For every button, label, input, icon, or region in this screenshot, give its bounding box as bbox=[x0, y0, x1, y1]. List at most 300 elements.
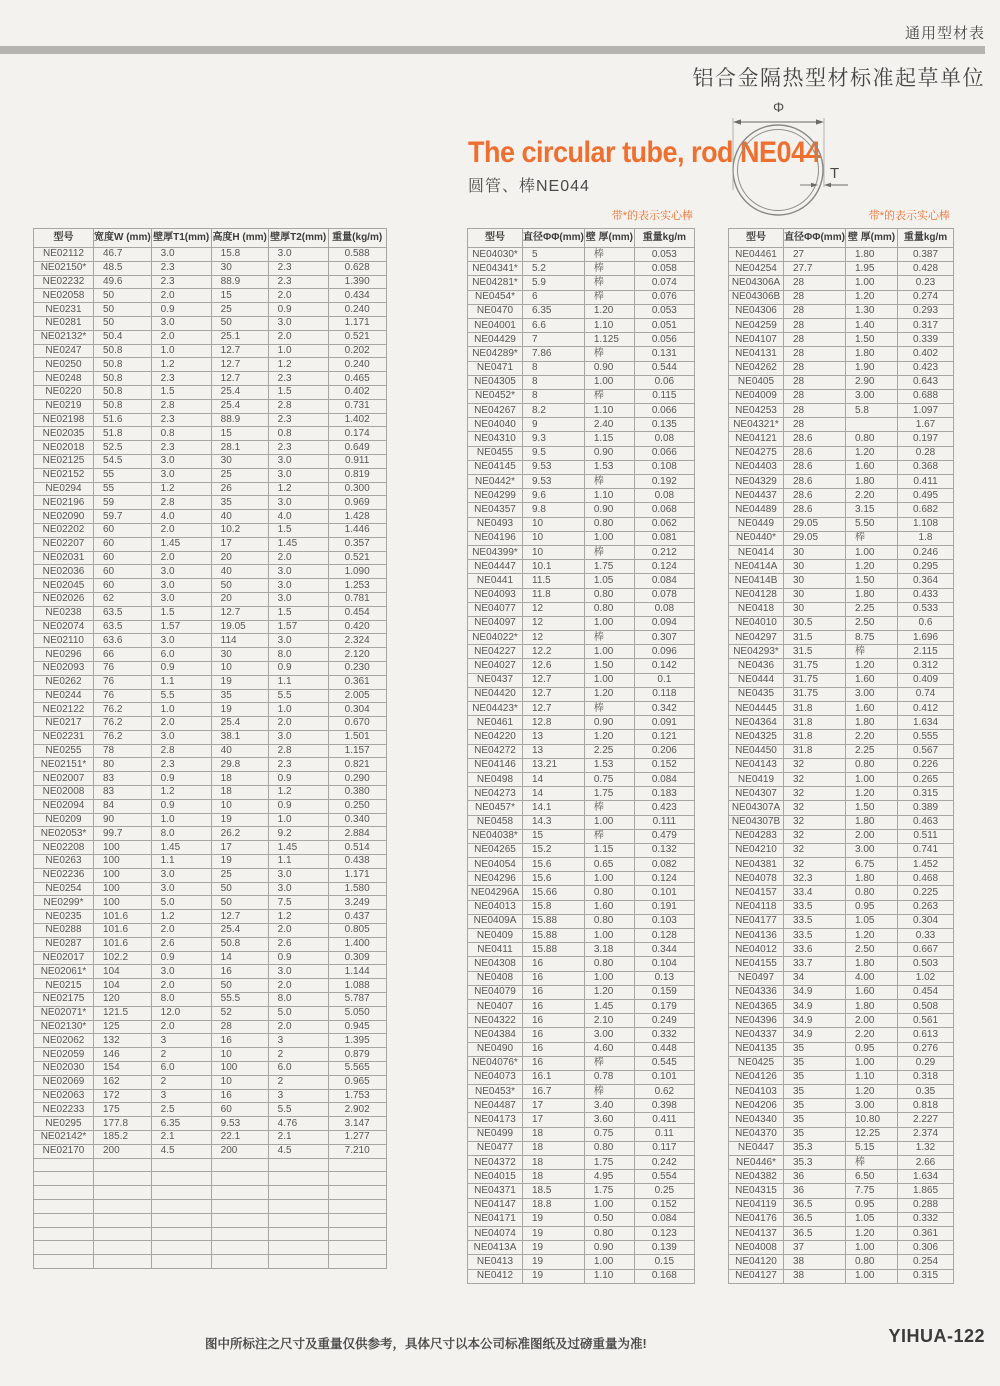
table-row bbox=[729, 361, 954, 375]
cell: 0.561 bbox=[898, 1014, 954, 1028]
cell: 0.433 bbox=[898, 588, 954, 602]
cell: 0.312 bbox=[898, 659, 954, 673]
cell: 0.521 bbox=[328, 330, 386, 344]
empty-cell bbox=[268, 1227, 328, 1241]
cell: 0.74 bbox=[898, 687, 954, 701]
cell: 30 bbox=[784, 560, 846, 574]
empty-cell bbox=[34, 1186, 94, 1200]
cell: 1.0 bbox=[151, 344, 211, 358]
cell: 30 bbox=[784, 574, 846, 588]
cell: 2.115 bbox=[898, 645, 954, 659]
table-row bbox=[729, 333, 954, 347]
cell: NE04040 bbox=[468, 418, 523, 432]
cell: NE04012 bbox=[729, 943, 784, 957]
cell: 0.08 bbox=[634, 489, 694, 503]
cell: 0.276 bbox=[898, 1042, 954, 1056]
cell: 1.634 bbox=[898, 1170, 954, 1184]
cell: 4.0 bbox=[151, 510, 211, 524]
table-row bbox=[468, 1241, 695, 1255]
cell: 6.0 bbox=[151, 648, 211, 662]
cell: NE0231 bbox=[34, 303, 94, 317]
cell: 1.05 bbox=[846, 1212, 898, 1226]
cell: 1.634 bbox=[898, 716, 954, 730]
cell: 18 bbox=[523, 1156, 585, 1170]
cell: 1.00 bbox=[584, 815, 634, 829]
cell: 4.00 bbox=[846, 971, 898, 985]
cell: 1.428 bbox=[328, 510, 386, 524]
cell: NE0238 bbox=[34, 606, 94, 620]
table-row bbox=[34, 454, 387, 468]
cell: 0.066 bbox=[634, 446, 694, 460]
cell: NE04423* bbox=[468, 702, 523, 716]
cell: 0.242 bbox=[634, 1156, 694, 1170]
cell: 0.274 bbox=[898, 290, 954, 304]
cell: 26.2 bbox=[211, 827, 268, 841]
cell: 50 bbox=[94, 303, 152, 317]
cell: 101.6 bbox=[94, 910, 152, 924]
cell: 0.80 bbox=[846, 886, 898, 900]
cell: NE04196 bbox=[468, 531, 523, 545]
cell: 2.3 bbox=[151, 413, 211, 427]
cell: 1.00 bbox=[846, 1056, 898, 1070]
cell: 15.88 bbox=[523, 929, 585, 943]
cell: 2 bbox=[268, 1075, 328, 1089]
cell: 0.339 bbox=[898, 333, 954, 347]
cell: 3.0 bbox=[268, 965, 328, 979]
empty-cell bbox=[34, 1172, 94, 1186]
cell: 35 bbox=[784, 1070, 846, 1084]
cell: 1.753 bbox=[328, 1089, 386, 1103]
cell: 1.171 bbox=[328, 316, 386, 330]
cell: 棒 bbox=[846, 1156, 898, 1170]
cell: 1.10 bbox=[584, 404, 634, 418]
empty-cell bbox=[34, 1241, 94, 1255]
cell: 1.00 bbox=[846, 772, 898, 786]
table-row bbox=[34, 620, 387, 634]
cell: 2.8 bbox=[268, 399, 328, 413]
cell: 13 bbox=[523, 744, 585, 758]
cell: 31.5 bbox=[784, 645, 846, 659]
table-row bbox=[468, 900, 695, 914]
table-row bbox=[729, 829, 954, 843]
table-row bbox=[34, 551, 387, 565]
cell: NE02132* bbox=[34, 330, 94, 344]
cell: 80 bbox=[94, 758, 152, 772]
cell: NE04381 bbox=[729, 858, 784, 872]
empty-cell bbox=[94, 1158, 152, 1172]
cell: 26 bbox=[211, 482, 268, 496]
cell: 100 bbox=[211, 1062, 268, 1076]
cell: 0.15 bbox=[634, 1255, 694, 1269]
table-row bbox=[468, 1042, 695, 1056]
table-row bbox=[34, 1075, 387, 1089]
table-row bbox=[34, 1103, 387, 1117]
cell: 0.9 bbox=[268, 661, 328, 675]
cell: 0.80 bbox=[846, 432, 898, 446]
cell: 5.0 bbox=[151, 896, 211, 910]
table-row bbox=[729, 758, 954, 772]
cell: 0.240 bbox=[328, 358, 386, 372]
cell: 76 bbox=[94, 675, 152, 689]
table-row bbox=[468, 1127, 695, 1141]
cell: NE0437 bbox=[468, 673, 523, 687]
cell: 2.40 bbox=[584, 418, 634, 432]
cell: 31.75 bbox=[784, 659, 846, 673]
cell: NE04054 bbox=[468, 858, 523, 872]
cell: 5 bbox=[523, 248, 585, 262]
cell: 0.342 bbox=[634, 702, 694, 716]
cell: 2 bbox=[151, 1075, 211, 1089]
table-row bbox=[468, 1269, 695, 1283]
cell: 3.0 bbox=[268, 248, 328, 262]
cell: 2.324 bbox=[328, 634, 386, 648]
cell: 2.884 bbox=[328, 827, 386, 841]
cell: 28.6 bbox=[784, 475, 846, 489]
cell: 0.254 bbox=[898, 1255, 954, 1269]
cell: 19 bbox=[523, 1269, 585, 1283]
column-header: 壁 厚(mm) bbox=[846, 229, 898, 248]
cell: NE04145 bbox=[468, 460, 523, 474]
cell: 1.20 bbox=[846, 560, 898, 574]
cell: 3.249 bbox=[328, 896, 386, 910]
cell: 0.821 bbox=[328, 758, 386, 772]
cell: 0.096 bbox=[634, 645, 694, 659]
cell: 1.5 bbox=[151, 385, 211, 399]
cell: NE04341* bbox=[468, 262, 523, 276]
cell: 15.2 bbox=[523, 843, 585, 857]
cell: 35 bbox=[211, 689, 268, 703]
cell: NE0446* bbox=[729, 1156, 784, 1170]
cell: 28.6 bbox=[784, 432, 846, 446]
cell: 15.8 bbox=[211, 248, 268, 262]
cell: NE02202 bbox=[34, 523, 94, 537]
cell: 50.8 bbox=[94, 399, 152, 413]
cell: 29.05 bbox=[784, 517, 846, 531]
cell: 101.6 bbox=[94, 937, 152, 951]
cell: NE02093 bbox=[34, 661, 94, 675]
cell: 28 bbox=[784, 375, 846, 389]
cell: 6.0 bbox=[268, 1062, 328, 1076]
table-row bbox=[729, 276, 954, 290]
cell: 0.124 bbox=[634, 560, 694, 574]
cell: 1.5 bbox=[151, 606, 211, 620]
cell: 33.5 bbox=[784, 929, 846, 943]
cell: 3.0 bbox=[268, 454, 328, 468]
cell: 1.20 bbox=[846, 787, 898, 801]
table-row bbox=[468, 872, 695, 886]
cell: 200 bbox=[94, 1144, 152, 1158]
header-row bbox=[729, 229, 954, 248]
cell: 28 bbox=[784, 389, 846, 403]
cell: 30 bbox=[211, 454, 268, 468]
table-row bbox=[729, 801, 954, 815]
cell: 0.65 bbox=[584, 858, 634, 872]
table-row bbox=[34, 799, 387, 813]
cell: NE02035 bbox=[34, 427, 94, 441]
table-row bbox=[729, 574, 954, 588]
cell: 76 bbox=[94, 661, 152, 675]
spec-table-rectangular bbox=[33, 228, 387, 1269]
cell: NE04461 bbox=[729, 248, 784, 262]
cell: 32 bbox=[784, 829, 846, 843]
cell: 1.501 bbox=[328, 730, 386, 744]
column-header: 型号 bbox=[468, 229, 523, 248]
cell: 1.10 bbox=[584, 489, 634, 503]
cell: 8.0 bbox=[151, 993, 211, 1007]
cell: 0.521 bbox=[328, 551, 386, 565]
cell: 1.144 bbox=[328, 965, 386, 979]
cell: 7.86 bbox=[523, 347, 585, 361]
cell: 0.9 bbox=[268, 303, 328, 317]
table-row bbox=[729, 1141, 954, 1155]
cell: 0.402 bbox=[898, 347, 954, 361]
cell: 34.9 bbox=[784, 1028, 846, 1042]
empty-row bbox=[34, 1172, 387, 1186]
cell: 1.20 bbox=[846, 659, 898, 673]
table-row bbox=[729, 588, 954, 602]
cell: 0.434 bbox=[328, 289, 386, 303]
cell: NE04262 bbox=[729, 361, 784, 375]
cell: NE0209 bbox=[34, 813, 94, 827]
cell: 0.90 bbox=[584, 446, 634, 460]
table-row bbox=[34, 937, 387, 951]
cell: 14 bbox=[523, 772, 585, 786]
cell: 8.0 bbox=[151, 827, 211, 841]
cell: 1.20 bbox=[584, 730, 634, 744]
cell: NE04305 bbox=[468, 375, 523, 389]
empty-cell bbox=[151, 1172, 211, 1186]
cell: 0.152 bbox=[634, 758, 694, 772]
cell: NE02208 bbox=[34, 841, 94, 855]
cell: 10 bbox=[211, 661, 268, 675]
cell: NE0452* bbox=[468, 389, 523, 403]
cell: NE04074 bbox=[468, 1226, 523, 1240]
table-row bbox=[468, 744, 695, 758]
cell: 10 bbox=[523, 545, 585, 559]
cell: 76.2 bbox=[94, 730, 152, 744]
cell: 2.8 bbox=[268, 744, 328, 758]
spec-table-round-2 bbox=[728, 228, 954, 1284]
cell: 5.787 bbox=[328, 993, 386, 1007]
table-row bbox=[729, 517, 954, 531]
cell: 0.191 bbox=[634, 900, 694, 914]
cell: 52.5 bbox=[94, 441, 152, 455]
cell: 40 bbox=[211, 744, 268, 758]
cell: 16 bbox=[523, 1028, 585, 1042]
cell: 2.005 bbox=[328, 689, 386, 703]
table-row bbox=[729, 1269, 954, 1283]
cell: 2.20 bbox=[846, 1028, 898, 1042]
cell: 31.75 bbox=[784, 687, 846, 701]
table-row bbox=[468, 531, 695, 545]
table-row bbox=[468, 418, 695, 432]
cell: 1.2 bbox=[151, 482, 211, 496]
table-row bbox=[729, 744, 954, 758]
cell: NE04429 bbox=[468, 333, 523, 347]
cell: 35 bbox=[784, 1127, 846, 1141]
table-row bbox=[729, 687, 954, 701]
cell: NE04093 bbox=[468, 588, 523, 602]
cell: 6 bbox=[523, 290, 585, 304]
cell: 20 bbox=[211, 551, 268, 565]
cell: 25.1 bbox=[211, 330, 268, 344]
cell: NE02094 bbox=[34, 799, 94, 813]
cell: 38 bbox=[784, 1269, 846, 1283]
cell: 8 bbox=[523, 389, 585, 403]
empty-cell bbox=[211, 1241, 268, 1255]
cell: 0.682 bbox=[898, 503, 954, 517]
table-row bbox=[34, 592, 387, 606]
cell: 1.00 bbox=[846, 276, 898, 290]
cell: 0.179 bbox=[634, 999, 694, 1013]
cell: NE04384 bbox=[468, 1028, 523, 1042]
cell: 棒 bbox=[584, 631, 634, 645]
cell: 0.174 bbox=[328, 427, 386, 441]
cell: 132 bbox=[94, 1034, 152, 1048]
cell: 2.0 bbox=[268, 717, 328, 731]
table-row bbox=[34, 344, 387, 358]
table-row bbox=[729, 489, 954, 503]
cell: 2.8 bbox=[151, 399, 211, 413]
table-row bbox=[34, 468, 387, 482]
cell: 25.4 bbox=[211, 924, 268, 938]
column-header: 型号 bbox=[729, 229, 784, 248]
cell: NE02207 bbox=[34, 537, 94, 551]
cell: 3.0 bbox=[151, 248, 211, 262]
cell: 3.00 bbox=[846, 843, 898, 857]
cell: 2.6 bbox=[151, 937, 211, 951]
cell: 0.438 bbox=[328, 855, 386, 869]
cell: 60 bbox=[94, 523, 152, 537]
empty-cell bbox=[94, 1255, 152, 1269]
inner-circle bbox=[738, 130, 819, 211]
table-row bbox=[468, 971, 695, 985]
cell: 0.058 bbox=[634, 262, 694, 276]
table-row bbox=[34, 482, 387, 496]
cell: NE04173 bbox=[468, 1113, 523, 1127]
table-row bbox=[468, 929, 695, 943]
table-row bbox=[468, 943, 695, 957]
empty-cell bbox=[94, 1172, 152, 1186]
cell: 28 bbox=[784, 347, 846, 361]
cell: NE0412 bbox=[468, 1269, 523, 1283]
cell: 0.128 bbox=[634, 929, 694, 943]
cell: 2.0 bbox=[151, 1020, 211, 1034]
cell: 2.120 bbox=[328, 648, 386, 662]
cell: 36.5 bbox=[784, 1226, 846, 1240]
cell: 3.0 bbox=[268, 468, 328, 482]
cell: 62 bbox=[94, 592, 152, 606]
cell: 2.3 bbox=[268, 261, 328, 275]
cell: 3.60 bbox=[584, 1113, 634, 1127]
cell: 32 bbox=[784, 772, 846, 786]
cell: 83 bbox=[94, 786, 152, 800]
cell: 0.95 bbox=[846, 1198, 898, 1212]
cell: 76.2 bbox=[94, 703, 152, 717]
cell: 28.6 bbox=[784, 460, 846, 474]
cell: 55 bbox=[94, 468, 152, 482]
table-row bbox=[34, 951, 387, 965]
cell: 1.0 bbox=[268, 344, 328, 358]
table-row bbox=[729, 1127, 954, 1141]
cell: 0.911 bbox=[328, 454, 386, 468]
cell: NE04399* bbox=[468, 545, 523, 559]
cell: 2.0 bbox=[151, 924, 211, 938]
cell: NE04437 bbox=[729, 489, 784, 503]
cell: 12.7 bbox=[211, 910, 268, 924]
spec-table-round-1 bbox=[467, 228, 695, 1284]
cell: NE0490 bbox=[468, 1042, 523, 1056]
cell: 146 bbox=[94, 1048, 152, 1062]
cell: NE0263 bbox=[34, 855, 94, 869]
cell: 18 bbox=[211, 772, 268, 786]
cell: 3.00 bbox=[584, 1028, 634, 1042]
cell: NE0497 bbox=[729, 971, 784, 985]
table-row bbox=[34, 868, 387, 882]
table-row bbox=[468, 1113, 695, 1127]
cell: 60 bbox=[94, 551, 152, 565]
cell: 0.9 bbox=[268, 772, 328, 786]
cell: 2.20 bbox=[846, 730, 898, 744]
cell: 1.157 bbox=[328, 744, 386, 758]
table-row bbox=[468, 460, 695, 474]
table-row bbox=[468, 389, 695, 403]
empty-cell bbox=[211, 1199, 268, 1213]
cell: 0.053 bbox=[634, 304, 694, 318]
empty-cell bbox=[328, 1199, 386, 1213]
cell: 0.95 bbox=[846, 1042, 898, 1056]
cell: 0.290 bbox=[328, 772, 386, 786]
cell: 0.508 bbox=[898, 999, 954, 1013]
cell: 32 bbox=[784, 815, 846, 829]
cell: 0.412 bbox=[898, 702, 954, 716]
cell: 2.25 bbox=[584, 744, 634, 758]
cell: 1.50 bbox=[846, 333, 898, 347]
empty-cell bbox=[328, 1255, 386, 1269]
column-header: 型号 bbox=[34, 229, 94, 248]
table-row bbox=[34, 910, 387, 924]
cell: NE02122 bbox=[34, 703, 94, 717]
cell: 12.7 bbox=[523, 702, 585, 716]
cell: 1.45 bbox=[268, 537, 328, 551]
table-row bbox=[729, 673, 954, 687]
cell: 1.865 bbox=[898, 1184, 954, 1198]
cell: 27 bbox=[784, 248, 846, 262]
table-row bbox=[468, 602, 695, 616]
cell: 0.265 bbox=[898, 772, 954, 786]
cell: NE04382 bbox=[729, 1170, 784, 1184]
table-row bbox=[468, 1014, 695, 1028]
cell: 15.88 bbox=[523, 943, 585, 957]
cell: 14.3 bbox=[523, 815, 585, 829]
cell: 1.2 bbox=[151, 358, 211, 372]
cell: 0.084 bbox=[634, 574, 694, 588]
cell: 3.18 bbox=[584, 943, 634, 957]
column-header: 壁厚T1(mm) bbox=[151, 229, 211, 248]
cell: 0.428 bbox=[898, 262, 954, 276]
cell: NE02061* bbox=[34, 965, 94, 979]
table-row bbox=[34, 827, 387, 841]
cell: NE04283 bbox=[729, 829, 784, 843]
cell: 5.9 bbox=[523, 276, 585, 290]
cell: 1.090 bbox=[328, 565, 386, 579]
cell: 17 bbox=[523, 1113, 585, 1127]
table-row bbox=[729, 716, 954, 730]
table-row bbox=[34, 661, 387, 675]
cell: 100 bbox=[94, 855, 152, 869]
cell: 0.304 bbox=[328, 703, 386, 717]
cell: 40 bbox=[211, 510, 268, 524]
